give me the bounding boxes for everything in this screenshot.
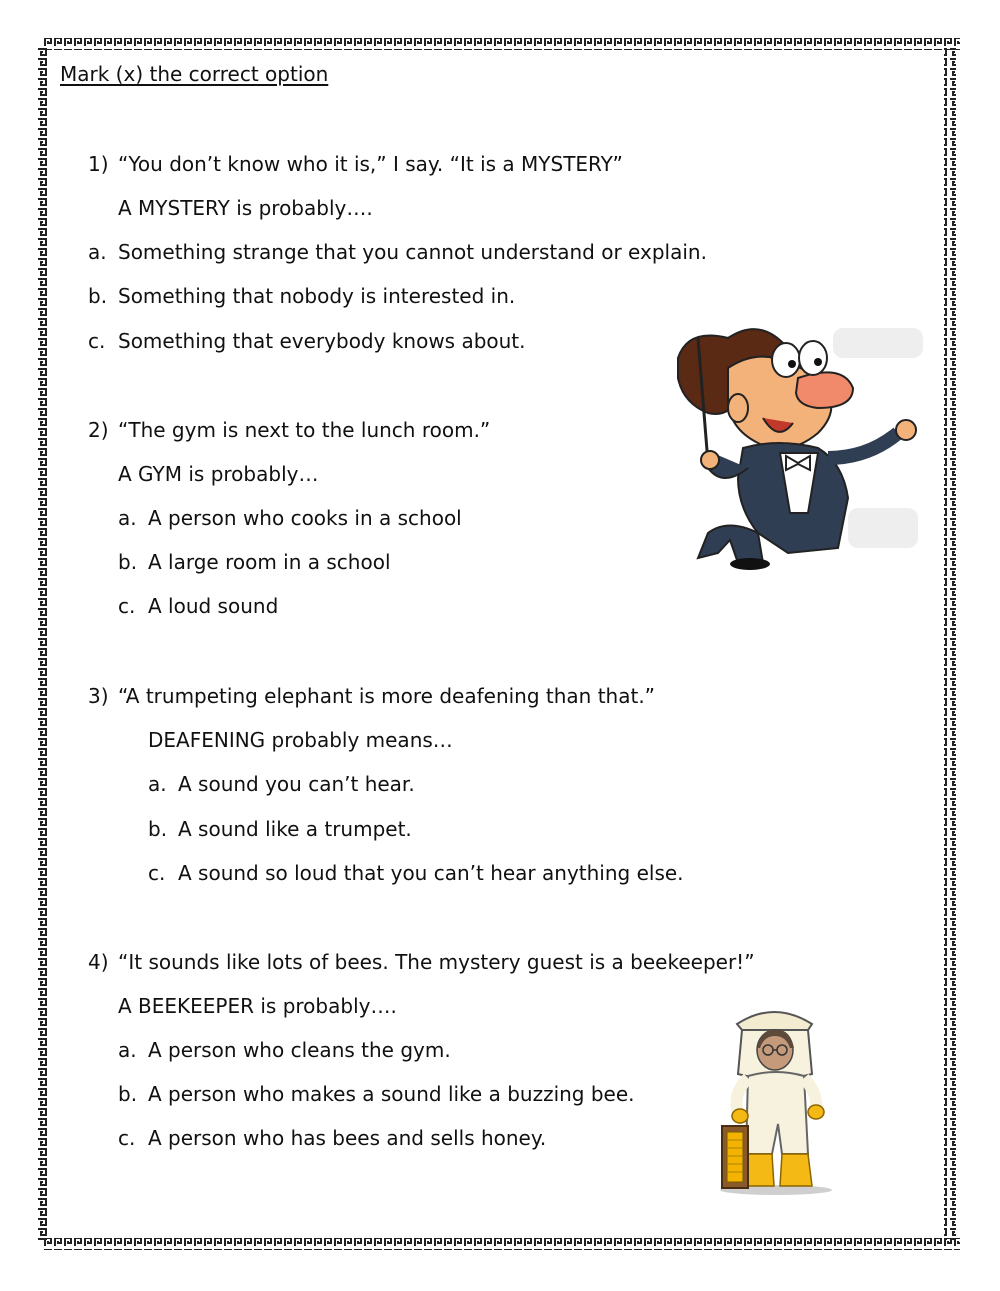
question-2-option-a-letter[interactable]: a.	[118, 506, 137, 530]
question-4-stem: A BEEKEEPER is probably….	[118, 994, 397, 1018]
question-4-number: 4)	[88, 950, 109, 974]
conductor-illustration	[668, 318, 943, 573]
question-2-option-b[interactable]: A large room in a school	[148, 550, 391, 574]
question-4-option-a[interactable]: A person who cleans the gym.	[148, 1038, 451, 1062]
question-1-stem: A MYSTERY is probably….	[118, 196, 373, 220]
question-2-option-a[interactable]: A person who cooks in a school	[148, 506, 462, 530]
question-3-prompt: “A trumpeting elephant is more deafening than that.”	[118, 684, 656, 708]
question-3-number: 3)	[88, 684, 109, 708]
question-3-option-a[interactable]: A sound you can’t hear.	[178, 772, 415, 796]
question-4-option-b-letter[interactable]: b.	[118, 1082, 138, 1106]
question-1-option-c[interactable]: Something that everybody knows about.	[118, 329, 526, 353]
question-1-option-c-letter[interactable]: c.	[88, 329, 106, 353]
question-4-prompt: “It sounds like lots of bees. The mystery guest is a beekeeper!”	[118, 950, 755, 974]
question-4-option-c-letter[interactable]: c.	[118, 1126, 136, 1150]
question-1-option-b-letter[interactable]: b.	[88, 284, 108, 308]
question-4-option-a-letter[interactable]: a.	[118, 1038, 137, 1062]
question-1-prompt: “You don’t know who it is,” I say. “It is a MYSTERY”	[118, 152, 623, 176]
beekeeper-illustration	[712, 1004, 836, 1196]
question-2-prompt: “The gym is next to the lunch room.”	[118, 418, 491, 442]
question-3-option-b[interactable]: A sound like a trumpet.	[178, 817, 412, 841]
question-3-stem: DEAFENING probably means…	[148, 728, 453, 752]
question-2-number: 2)	[88, 418, 109, 442]
question-4-option-c[interactable]: A person who has bees and sells honey.	[148, 1126, 547, 1150]
instruction-heading: Mark (x) the correct option	[60, 62, 329, 86]
question-2-option-c-letter[interactable]: c.	[118, 594, 136, 618]
question-3-option-b-letter[interactable]: b.	[148, 817, 168, 841]
question-3-option-c-letter[interactable]: c.	[148, 861, 166, 885]
question-3-option-a-letter[interactable]: a.	[148, 772, 167, 796]
question-4-option-b[interactable]: A person who makes a sound like a buzzing bee.	[148, 1082, 635, 1106]
question-1-option-a[interactable]: Something strange that you cannot understand or explain.	[118, 240, 707, 264]
question-1-number: 1)	[88, 152, 109, 176]
question-2-option-b-letter[interactable]: b.	[118, 550, 138, 574]
question-2-stem: A GYM is probably…	[118, 462, 319, 486]
question-2-option-c[interactable]: A loud sound	[148, 594, 279, 618]
question-1-option-a-letter[interactable]: a.	[88, 240, 107, 264]
question-1-option-b[interactable]: Something that nobody is interested in.	[118, 284, 516, 308]
question-3-option-c[interactable]: A sound so loud that you can’t hear anything else.	[178, 861, 684, 885]
